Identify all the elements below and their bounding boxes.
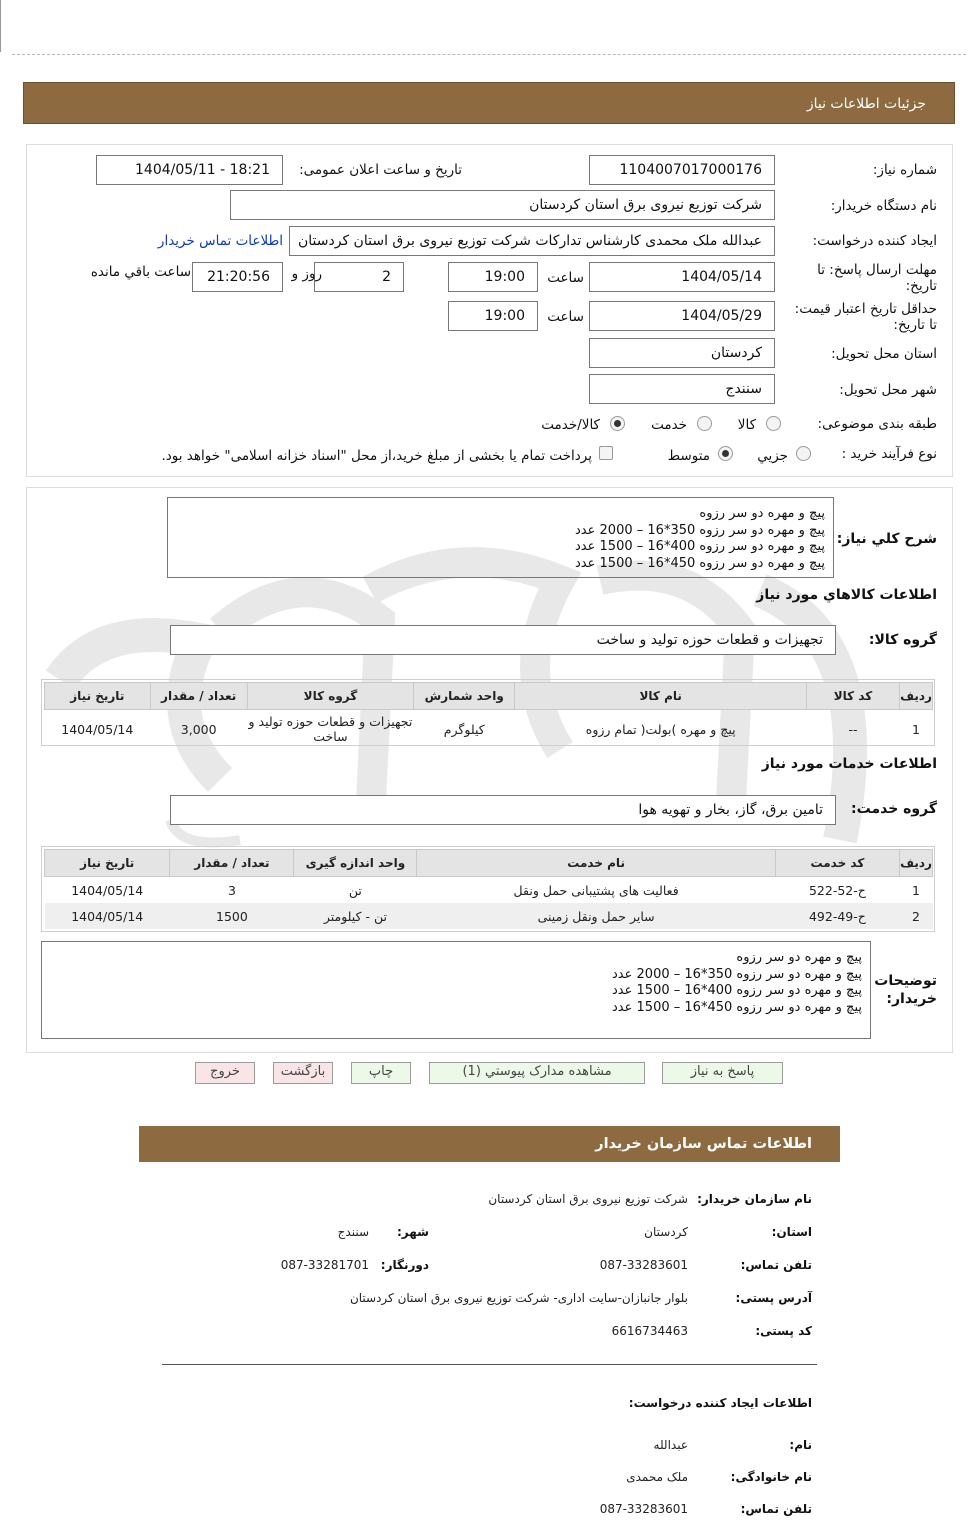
creator-field[interactable]: عبدالله ملک محمدی کارشناس تدارکات شرکت توزیع نیروی برق استان کردستان [289, 226, 775, 256]
services-cell: 1404/05/14 [45, 903, 170, 929]
postal-code-label: کد پستی: [755, 1324, 812, 1338]
days-field[interactable]: 2 [314, 262, 404, 292]
contact-phone-value: 087-33283601 [599, 1258, 688, 1272]
goods-col-header: تعداد / مقدار [150, 683, 247, 710]
services-col-header: تاریخ نیاز [45, 850, 170, 877]
creator-phone-value: 087-33283601 [599, 1502, 688, 1516]
announce-date-field[interactable]: 1404/05/11 - 18:21 [96, 155, 283, 185]
services-cell: 2 [900, 903, 933, 929]
creator-name-value: عبدالله [653, 1438, 688, 1452]
contact-divider [162, 1364, 817, 1365]
goods-cell: کیلوگرم [443, 721, 485, 737]
province-field[interactable]: کردستان [589, 338, 775, 368]
services-cell: ح-52-522 [808, 882, 866, 898]
table-row[interactable] [45, 710, 933, 749]
deadline-label: مهلت ارسال پاسخ: تا تاریخ: [817, 262, 937, 294]
buyer-notes-box [41, 941, 871, 1039]
services-cell: فعالیت های پشتیبانی حمل ونقل [513, 882, 679, 898]
notes-line: پیچ و مهره دو سر رزوه 450*16 – 1500 عدد [612, 999, 862, 1015]
buyer-label: نام دستگاه خریدار: [830, 198, 937, 214]
services-cell: 1404/05/14 [71, 882, 144, 898]
print-button[interactable]: چاپ [351, 1062, 411, 1084]
table-row[interactable] [45, 903, 933, 929]
services-cell: 1500 [170, 903, 294, 929]
goods-cell: پیچ و مهره )بولت( تمام رزوه [585, 721, 736, 737]
goods-col-header: واحد شمارش [414, 683, 515, 710]
goods-group-field[interactable]: تجهیزات و قطعات حوزه تولید و ساخت [170, 625, 836, 655]
validity-label: حداقل تاریخ اعتبار قیمت: تا تاریخ: [794, 301, 937, 333]
contact-city-label: شهر: [397, 1225, 429, 1239]
services-col-header: نام خدمت [417, 850, 775, 877]
address-value: بلوار جانبازان-سایت اداری- شرکت توزیع نیروی برق استان کردستان [349, 1291, 688, 1305]
reply-button[interactable]: پاسخ به نیاز [662, 1062, 783, 1084]
back-button[interactable]: بازگشت [273, 1062, 333, 1084]
validity-time-field[interactable]: 19:00 [448, 301, 538, 331]
fax-value: 087-33281701 [280, 1258, 369, 1272]
deadline-date-field[interactable]: 1404/05/14 [589, 262, 775, 292]
services-cell: 3 [227, 882, 236, 898]
province-label: استان محل تحویل: [831, 346, 937, 362]
need-summary-box [167, 497, 834, 578]
deadline-time-field[interactable]: 19:00 [448, 262, 538, 292]
goods-col-header: نام کالا [515, 683, 807, 710]
services-cell: ح-49-492 [775, 903, 899, 929]
creator-phone-label: تلفن تماس: [740, 1502, 812, 1516]
contact-phone-label: تلفن تماس: [740, 1258, 812, 1272]
goods-cell: 1 [912, 721, 920, 737]
city-field[interactable]: سنندج [589, 374, 775, 404]
category-both-label: کالا/خدمت [541, 417, 600, 433]
validity-time-label: ساعت [547, 309, 584, 325]
buyer-contact-link[interactable]: اطلاعات تماس خریدار [157, 233, 283, 249]
category-service-radio[interactable] [697, 416, 712, 431]
top-divider [12, 54, 966, 55]
goods-cell: تجهیزات و قطعات حوزه تولید و ساخت [248, 714, 413, 744]
services-section-title: اطلاعات خدمات مورد نیاز [761, 756, 937, 772]
fax-label: دورنگار: [380, 1258, 429, 1272]
attachments-button[interactable]: مشاهده مدارک پیوستي (1) [429, 1062, 645, 1084]
services-cell: تن - کیلومتر [294, 903, 417, 929]
summary-line: پیچ و مهره دو سر رزوه 450*16 – 1500 عدد [575, 555, 825, 571]
services-cell: 1 [912, 882, 920, 898]
buyer-field[interactable]: شرکت توزیع نیروی برق استان کردستان [230, 190, 775, 220]
creator-family-value: ملک محمدی [626, 1470, 688, 1484]
creator-family-label: نام خانوادگی: [730, 1470, 812, 1484]
notes-line: پیچ و مهره دو سر رزوه 350*16 – 2000 عدد [612, 966, 862, 982]
contact-section-title: اطلاعات تماس سازمان خریدار [595, 1136, 812, 1152]
category-service-label: خدمت [651, 417, 687, 433]
creator-label: ایجاد کننده درخواست: [812, 233, 937, 249]
remaining-label: ساعت باقي مانده [90, 264, 191, 280]
summary-line: پیچ و مهره دو سر رزوه [699, 506, 825, 521]
validity-date-field[interactable]: 1404/05/29 [589, 301, 775, 331]
contact-city-value: سنندج [337, 1225, 369, 1239]
page-title: جزئیات اطلاعات نیاز [806, 96, 926, 112]
category-goods-label: کالا [737, 417, 756, 433]
contact-province-label: استان: [771, 1225, 812, 1239]
treasury-payment-checkbox[interactable] [599, 446, 613, 460]
services-col-header: کد خدمت [775, 850, 899, 877]
services-cell: سایر حمل ونقل زمینی [417, 903, 775, 929]
notes-line: پیچ و مهره دو سر رزوه 400*16 – 1500 عدد [612, 983, 862, 998]
org-label: نام سازمان خریدار: [697, 1192, 812, 1206]
contact-section-header [139, 1126, 840, 1162]
category-goods-radio[interactable] [766, 416, 781, 431]
services-group-field[interactable]: تامین برق، گاز، بخار و تهویه هوا [170, 795, 836, 825]
services-col-header: تعداد / مقدار [170, 850, 294, 877]
creator-name-label: نام: [789, 1438, 812, 1452]
deadline-time-label: ساعت [547, 270, 584, 286]
exit-button[interactable]: خروج [195, 1062, 255, 1084]
treasury-payment-note: پرداخت تمام یا بخشی از مبلغ خرید،از محل "اسناد خزانه اسلامی" خواهد بود. [161, 448, 592, 464]
need-number-label: شماره نیاز: [872, 162, 937, 178]
services-col-header: ردیف [900, 850, 933, 877]
need-summary-label: شرح کلي نیاز: [836, 531, 937, 547]
days-label: روز و [291, 266, 322, 282]
process-minor-radio[interactable] [796, 446, 811, 461]
services-col-header: واحد اندازه گیری [294, 850, 417, 877]
services-table [44, 849, 933, 929]
postal-code-value: 6616734463 [611, 1324, 688, 1338]
summary-line: پیچ و مهره دو سر رزوه 350*16 – 2000 عدد [575, 522, 825, 538]
city-label: شهر محل تحویل: [839, 382, 937, 398]
category-label: طبقه بندی موضوعی: [817, 416, 937, 432]
left-edge-rule [0, 0, 1, 52]
summary-line: پیچ و مهره دو سر رزوه 400*16 – 1500 عدد [575, 539, 825, 554]
services-group-label: گروه خدمت: [851, 801, 937, 817]
goods-col-header: کد کالا [806, 683, 899, 710]
goods-cell: 3,000 [180, 721, 217, 737]
goods-cell: 1404/05/14 [61, 721, 134, 737]
category-both-radio[interactable] [610, 416, 625, 431]
announce-date-label: تاریخ و ساعت اعلان عمومی: [299, 162, 462, 178]
goods-col-header: تاریخ نیاز [45, 683, 151, 710]
table-row[interactable] [45, 877, 933, 904]
process-label: نوع فرآیند خرید : [841, 446, 937, 462]
process-minor-label: جزيي [757, 448, 788, 464]
creator-info-title: اطلاعات ایجاد کننده درخواست: [628, 1396, 812, 1410]
process-medium-radio[interactable] [718, 446, 733, 461]
notes-line: پیچ و مهره دو سر رزوه [736, 950, 862, 965]
goods-col-header: گروه کالا [247, 683, 413, 710]
goods-group-label: گروه کالا: [868, 632, 937, 648]
goods-section-title: اطلاعات کالاهاي مورد نیاز [756, 587, 937, 603]
address-label: آدرس پستی: [735, 1291, 812, 1305]
buyer-notes-label: توضیحات خریدار: [874, 973, 937, 1007]
goods-table [44, 682, 933, 748]
goods-col-header: ردیف [900, 683, 933, 710]
process-medium-label: متوسط [667, 448, 710, 464]
contact-province-value: کردستان [644, 1225, 688, 1239]
page-title-bar [23, 82, 955, 124]
remaining-time-field[interactable]: 21:20:56 [192, 262, 283, 292]
org-value: شرکت توزیع نیروی برق استان کردستان [488, 1192, 688, 1206]
services-cell: تن [348, 882, 362, 898]
goods-cell: -- [848, 721, 858, 737]
need-number-field[interactable]: 1104007017000176 [589, 155, 775, 185]
